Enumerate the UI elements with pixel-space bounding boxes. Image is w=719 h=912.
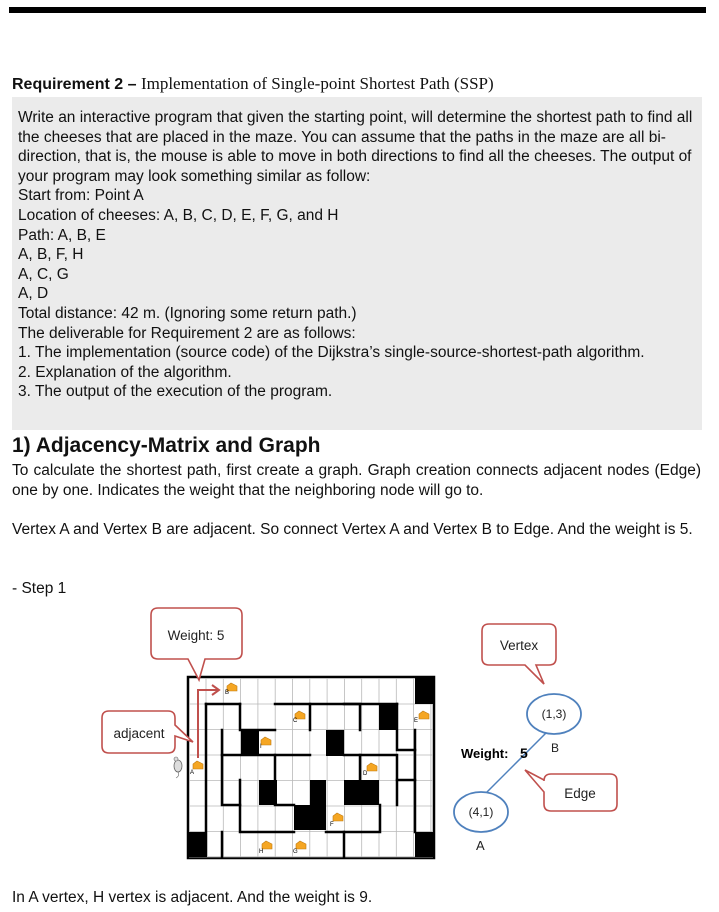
section-heading: 1) Adjacency-Matrix and Graph (12, 434, 321, 457)
section-paragraph-1: To calculate the shortest path, first create a graph. Graph creation connects adjacent nodes (Edge) one by one. Indicates the weight that the neighboring node will go to. (12, 462, 701, 499)
weight-callout (151, 608, 242, 680)
mouse-icon (174, 757, 182, 778)
maze-block (379, 704, 397, 730)
requirement-line: Start from: Point A (18, 187, 144, 205)
maze-label-a: A (190, 770, 195, 776)
maze-label-e: E (414, 718, 419, 724)
requirement-line: Total distance: 42 m. (Ignoring some return path.) (18, 304, 357, 322)
requirement-line: The deliverable for Requirement 2 are as follows: (18, 324, 356, 342)
vertex-callout-text: Vertex (499, 638, 539, 653)
node-a-name: A (476, 838, 485, 853)
requirement-line: A, C, G (18, 265, 69, 283)
maze-label-c: C (293, 718, 298, 724)
maze (174, 677, 434, 858)
requirement-line: 2. Explanation of the algorithm. (18, 363, 232, 381)
requirement-line: 3. The output of the execution of the program. (18, 383, 333, 401)
requirement-line: Write an interactive program that given the starting point, will determine the shortest path to find all the cheeses that are placed in the maze. You can assume that the paths in the maze are all bi-direction, that is, the mouse is able to move in both directions to find all the cheeses. The output of your program may look something similar as follow: (18, 109, 693, 185)
top-rule (9, 7, 706, 13)
maze-block (415, 678, 433, 704)
section-paragraph-2: Vertex A and Vertex B are adjacent. So connect Vertex A and Vertex B to Edge. And the weight is 5. (12, 521, 693, 538)
maze-label-i: I (260, 744, 262, 750)
requirement-title (12, 74, 494, 94)
node-b-coord: (1,3) (541, 707, 567, 721)
requirement-line: Path: A, B, E (18, 226, 106, 244)
maze-block (189, 832, 207, 857)
adjacent-callout-text: adjacent (113, 726, 165, 741)
maze-block (415, 832, 433, 857)
step-label: - Step 1 (12, 580, 67, 597)
node-b-name: B (551, 741, 560, 755)
requirement-box (12, 97, 702, 430)
requirement-title-lead: Requirement 2 – (12, 76, 137, 93)
maze-block (241, 730, 259, 756)
maze-label-h: H (259, 849, 264, 855)
maze-label-g: G (293, 849, 298, 855)
requirement-line: A, D (18, 285, 49, 303)
graph-weight-label: Weight: (461, 746, 509, 761)
requirement-title-rest: Implementation of Single-point Shortest Path (SSP) (140, 74, 494, 93)
requirement-line: A, B, F, H (18, 246, 84, 264)
requirement-line: Location of cheeses: A, B, C, D, E, F, G, and H (18, 206, 339, 224)
graph-weight-value: 5 (520, 745, 528, 761)
edge-callout (525, 770, 617, 811)
maze-block (344, 780, 379, 805)
bottom-paragraph: In A vertex, H vertex is adjacent. And the weight is 9. (12, 889, 373, 906)
adjacent-callout (102, 711, 193, 753)
requirement-line: 1. The implementation (source code) of the Dijkstra’s single-source-shortest-path algorithm. (18, 344, 645, 362)
figure (0, 600, 719, 870)
node-a-coord: (4,1) (468, 805, 494, 819)
vertex-callout (482, 624, 556, 684)
edge-callout-text: Edge (564, 786, 596, 801)
maze-label-f: F (330, 822, 334, 828)
maze-block (294, 805, 310, 830)
maze-block (310, 780, 326, 830)
maze-label-d: D (363, 771, 368, 777)
weight-callout-text: Weight: 5 (167, 628, 225, 643)
maze-block (326, 730, 344, 756)
maze-label-b: B (225, 690, 230, 696)
